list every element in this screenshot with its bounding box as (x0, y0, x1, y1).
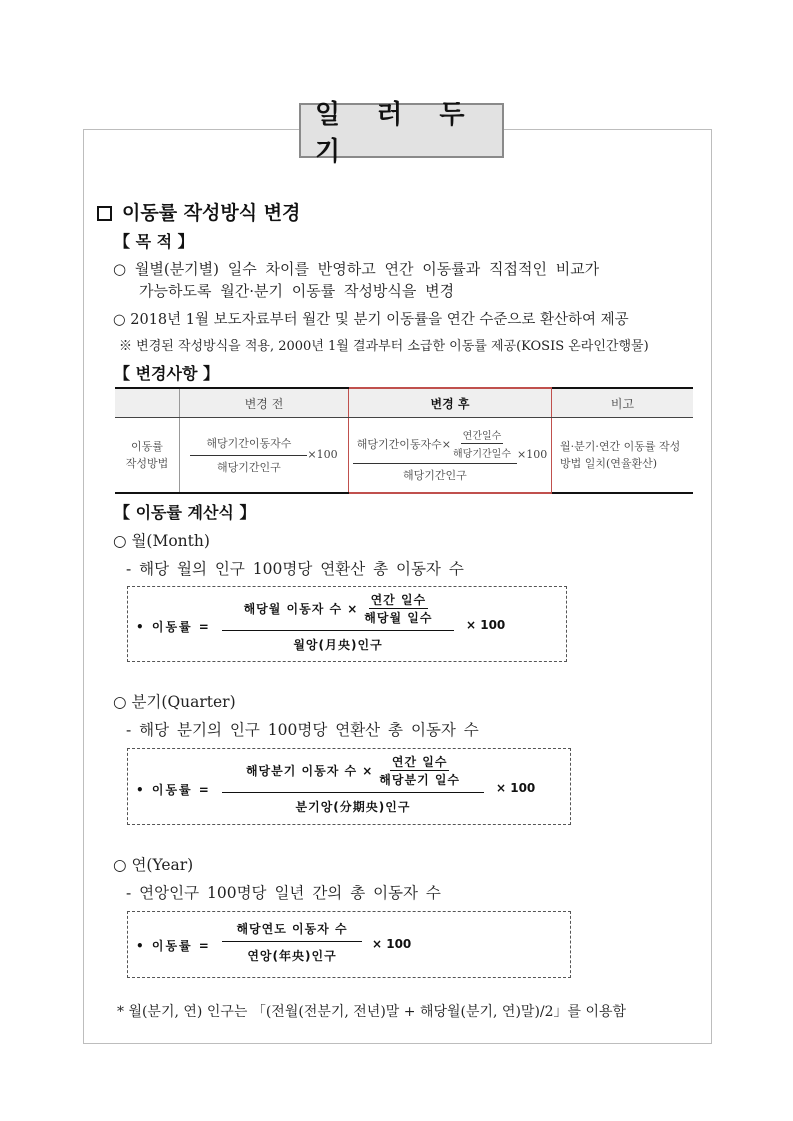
purpose-bullet-1: ○ 월별(분기별) 일수 차이를 반영하고 연간 이동률과 직접적인 비교가 (113, 260, 600, 278)
col-header-before: 변경 전 (180, 388, 349, 418)
before-formula (180, 418, 349, 494)
footnote: * 월(분기, 연) 인구는 「(전월(전분기, 전년)말 + 해당월(분기, 연)말)/2」를 이용함 (117, 1004, 627, 1020)
section-title: 이동률 작성방식 변경 (122, 202, 301, 224)
year-label: ○ 연(Year) (113, 856, 194, 874)
before-multiplier: ×100 (307, 448, 338, 461)
before-fraction (190, 435, 307, 475)
year-formula-lhs: • 이동률 = (136, 939, 211, 953)
before-numerator: 해당기간이동자수 (190, 435, 307, 456)
year-numerator: 해당연도 이동자 수 (236, 922, 348, 936)
year-formula-box (127, 911, 571, 978)
quarter-multiplier: × 100 (496, 781, 536, 795)
col-header-after: 변경 후 (349, 388, 552, 418)
month-label: ○ 월(Month) (113, 532, 210, 550)
year-fraction (222, 920, 362, 964)
quarter-denominator: 분기앙(分期央)인구 (222, 792, 484, 815)
quarter-formula-lhs: • 이동률 = (136, 783, 211, 797)
year-multiplier: × 100 (372, 937, 412, 951)
after-multiplier: ×100 (516, 448, 548, 461)
purpose-bullet-2: ○ 2018년 1월 보도자료부터 월간 및 분기 이동률을 연간 수준으로 환산하여 제공 (113, 312, 629, 328)
quarter-fraction (222, 753, 484, 815)
quarter-numerator (246, 753, 460, 792)
calc-heading: 【 이동률 계산식 】 (114, 503, 256, 522)
after-numerator (353, 427, 517, 464)
quarter-label: ○ 분기(Quarter) (113, 693, 236, 711)
quarter-formula-box (127, 748, 571, 825)
remark-line1: 월·분기·연간 이동률 작성 (560, 440, 681, 453)
year-denominator: 연앙(年央)인구 (222, 941, 362, 964)
month-fraction (222, 591, 454, 653)
purpose-bullet-1-cont: 가능하도록 월간·분기 이동률 작성방식을 변경 (139, 282, 455, 300)
after-inner-fraction (451, 427, 513, 460)
after-denominator: 해당기간인구 (403, 469, 467, 482)
remark-line2: 방법 일치(연율환산) (560, 457, 658, 470)
row-label-line1: 이동률 (131, 440, 163, 453)
month-numerator (244, 591, 433, 630)
month-formula-box (127, 586, 567, 662)
row-label (115, 418, 180, 494)
purpose-note: ※ 변경된 작성방식을 적용, 2000년 1월 결과부터 소급한 이동률 제공(KOSIS 온라인간행물) (119, 339, 649, 354)
year-desc: - 연앙인구 100명당 일년 간의 총 이동자 수 (126, 884, 441, 902)
month-formula-lhs: • 이동률 = (136, 620, 211, 634)
month-multiplier: × 100 (466, 618, 506, 632)
after-formula (349, 418, 552, 494)
after-inner-denominator: 해당기간일수 (453, 449, 511, 460)
after-numerator-text: 해당기간이동자수× (356, 437, 452, 451)
after-inner-numerator: 연간일수 (461, 427, 504, 444)
quarter-numerator-text: 해당분기 이동자 수 × (245, 764, 374, 778)
row-label-line2: 작성방법 (125, 457, 169, 470)
checkbox-icon (97, 206, 112, 221)
after-fraction (353, 427, 517, 483)
month-inner-denominator: 해당월 일수 (364, 611, 433, 625)
purpose-heading: 【 목 적 】 (114, 232, 194, 251)
page-title: 일 러 두 기 (299, 103, 504, 158)
quarter-inner-fraction (379, 753, 460, 788)
month-desc: - 해당 월의 인구 100명당 연환산 총 이동자 수 (126, 560, 464, 578)
changes-heading: 【 변경사항 】 (114, 364, 219, 383)
quarter-desc: - 해당 분기의 인구 100명당 연환산 총 이동자 수 (126, 721, 479, 739)
quarter-inner-denominator: 해당분기 일수 (379, 773, 461, 787)
col-header-remark: 비고 (552, 388, 694, 418)
remark-cell (552, 418, 694, 494)
month-inner-numerator: 연간 일수 (370, 593, 427, 607)
quarter-inner-numerator: 연간 일수 (391, 755, 448, 769)
changes-table (115, 387, 693, 494)
before-denominator: 해당기간인구 (217, 461, 281, 474)
col-header-empty (115, 388, 180, 418)
month-denominator: 월앙(月央)인구 (222, 630, 454, 653)
month-inner-fraction (364, 591, 432, 626)
month-numerator-text: 해당월 이동자 수 × (243, 602, 359, 616)
section-heading (97, 198, 300, 225)
